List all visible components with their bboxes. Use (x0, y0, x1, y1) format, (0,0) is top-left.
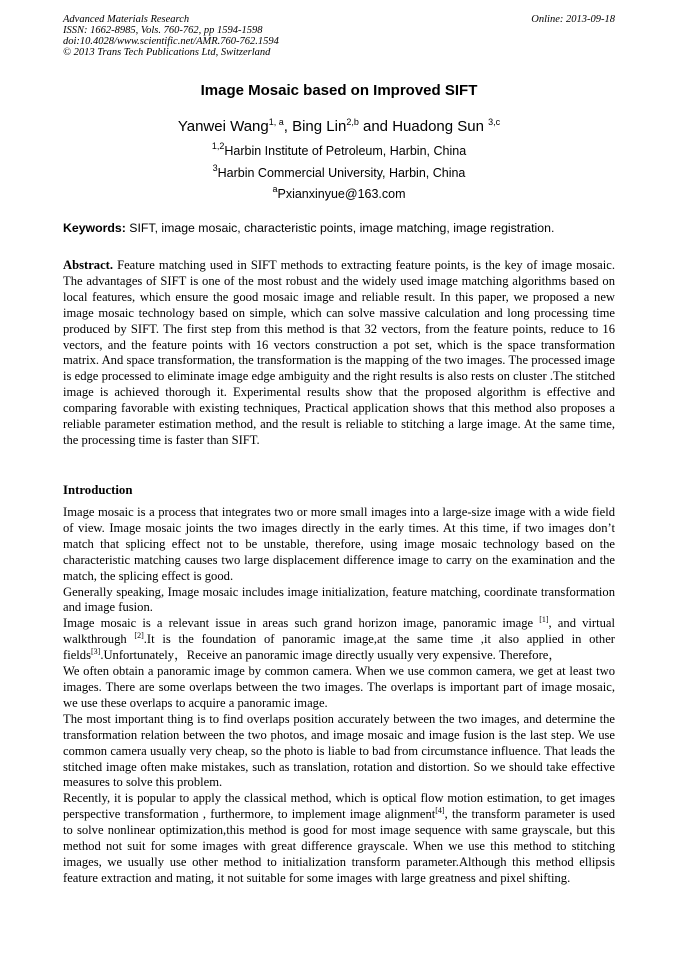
paragraph-text: Recently, it is popular to apply the classical method, which is optical flow motion estimation, to get images perspective transformation , furthermore, to implement image alignment (63, 791, 615, 822)
paragraph: We often obtain a panoramic image by common camera. When we use common camera, we get at least two images. There are some overlaps between the two images. The overlaps is important part of image mosaic, we use these overlaps to acquire a panoramic image. (63, 664, 615, 710)
paragraph-text: , the transform parameter is used to solve nonlinear optimization,this method is good for most image sequence with same grayscale, but this method not suit for some images with great difference grayscale. When we use this method to stitching images, we usually use other method to initialization transform parameter.Although this method ellipsis feature extraction and mating, it not suitable for some images with large greatness and pixel shifting. (63, 807, 615, 885)
copyright-line: © 2013 Trans Tech Publications Ltd, Switzerland (63, 47, 271, 58)
paragraph (63, 791, 615, 886)
affiliation-sup: a (272, 184, 278, 194)
introduction-body (63, 505, 615, 887)
issn-line: ISSN: 1662-8985, Vols. 760-762, pp 1594-1598 (63, 25, 263, 36)
author-name: Bing Lin (292, 118, 347, 135)
affiliation (0, 141, 678, 158)
author-sup: 3,c (488, 117, 501, 127)
abstract-text: Feature matching used in SIFT methods to extracting feature points, is the key of image mosaic. The advantages of SIFT is one of the most robust and the widely used image matching algorithms based on local features, which ensure the good mosaic image and reliable result. In this paper, we proposed a new image mosaic technology based on simple, which can solve massive calculation and long processing time produced by SIFT. The first step from this method is that 32 vectors, from the feature points, reduce to 16 vectors, and the feature points with 16 vectors construction a pot set, which is the space transformation matrix. And space transformation, the transformation is the mapping of the two images. The processed image is edge processed to eliminate image edge ambiguity and the right results is also rests on cluster .The stitched image is achieved thorough it. Experimental results show that the proposed algorithm is effective and comparing favorable with existing techniques, Practical application shows that this method also proposes a reliable parameter estimation method, and the result is reliable to stitching a large image. At the same time, the processing time is faster than SIFT. (63, 258, 615, 447)
paragraph: Image mosaic is a process that integrates two or more small images into a large-size image with a wide field of view. Image mosaic joints the two images directly in the early times. At this time, if two images don’t match that splicing effect not to be unstable, therefore, using image mosaic technology based on the characteristic matching causes two large displacement difference image to carry on the examination and the match, the splicing effect is good. (63, 505, 615, 583)
author-sup: 1, a (268, 117, 284, 127)
affiliation-text: Harbin Commercial University, Harbin, China (217, 166, 466, 180)
abstract-label: Abstract. (63, 258, 114, 272)
citation-ref[interactable]: [4] (435, 806, 445, 816)
author-line (0, 118, 678, 135)
journal-header (63, 14, 615, 58)
affiliation (0, 163, 678, 180)
keywords-label: Keywords: (63, 221, 126, 235)
author-name: Huadong Sun (392, 118, 489, 135)
section-heading-introduction: Introduction (63, 483, 133, 497)
paragraph: The most important thing is to find overlaps position accurately between the two images, and determine the transformation relation between the two photos, and image mosaic and image fusion is the last step. We use common camera usually very cheap, so the photo is liable to bad from circumstance influence. That leads the stitched image often make mistakes, such as translation, rotation and distortion. So we should take effective measures to solve this problem. (63, 711, 615, 790)
paragraph: Generally speaking, Image mosaic includes image initialization, feature matching, coordinate transformation and image fusion. (63, 584, 615, 615)
keywords-text: SIFT, image mosaic, characteristic points, image matching, image registration. (125, 221, 555, 235)
doi-line[interactable]: doi:10.4028/www.scientific.net/AMR.760-762.1594 (63, 36, 279, 47)
affiliation-sup: 3 (212, 163, 218, 173)
author-separator: , (283, 118, 293, 135)
citation-ref[interactable]: [3] (90, 647, 101, 657)
keywords (63, 221, 619, 235)
citation-ref[interactable]: [1] (539, 615, 549, 625)
journal-name: Advanced Materials Research (63, 14, 190, 25)
affiliation-text: Harbin Institute of Petroleum, Harbin, China (224, 144, 467, 158)
citation-ref[interactable]: [2] (134, 631, 144, 641)
affiliation-sup: 1,2 (211, 141, 225, 151)
paragraph-text: Image mosaic is a relevant issue in areas such grand horizon image, panoramic image (63, 616, 540, 631)
affiliation-email (0, 184, 678, 201)
abstract (63, 258, 615, 449)
author-separator: and (358, 118, 393, 135)
author-name: Yanwei Wang (177, 118, 269, 135)
paragraph-text: .Unfortunately，Receive an panoramic image directly usually very expensive. Therefore， (100, 648, 561, 663)
paragraph-text: .It is the foundation of panoramic image,at the same time ,it also applied in other fields (63, 632, 615, 663)
online-date: Online: 2013-09-18 (531, 14, 615, 25)
paragraph (63, 616, 615, 664)
author-sup: 2,b (346, 117, 359, 127)
paragraph-text: , and virtual walkthrough (63, 616, 615, 647)
email-text[interactable]: Pxianxinyue@163.com (277, 187, 406, 201)
paper-title: Image Mosaic based on Improved SIFT (200, 82, 478, 99)
